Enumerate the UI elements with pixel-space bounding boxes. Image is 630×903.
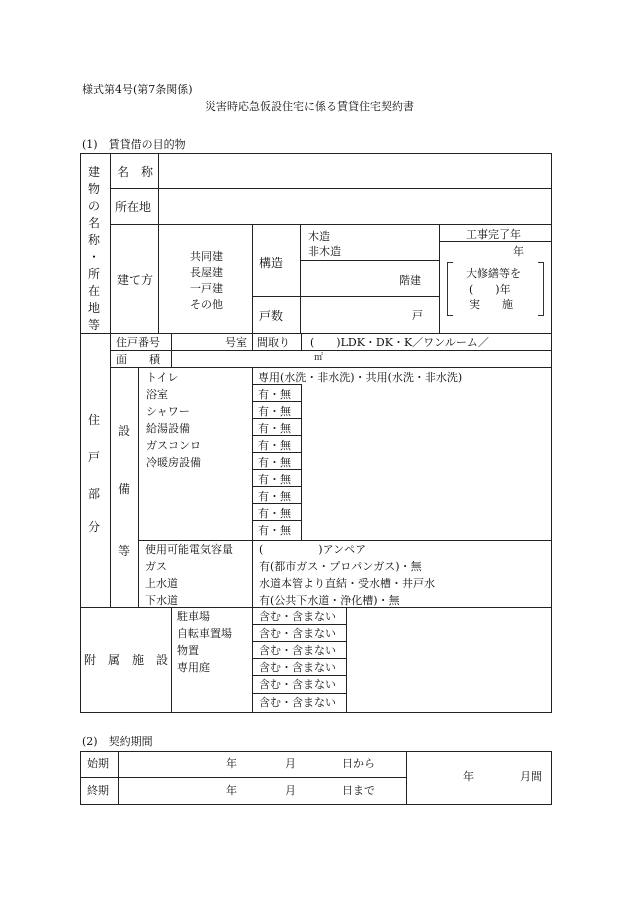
facility-value: 有・無 xyxy=(258,507,291,520)
facility-name: 給湯設備 xyxy=(146,422,190,435)
units-label: 戸数 xyxy=(259,309,284,323)
location-label: 所在地 xyxy=(115,200,152,214)
end-label: 終期 xyxy=(87,784,109,797)
annex-value: 含む・含まない xyxy=(259,661,336,674)
facility-value: 有・無 xyxy=(258,439,291,452)
start-label: 始期 xyxy=(87,757,109,770)
section1-heading: (1) 賃貸借の目的物 xyxy=(82,138,186,151)
layout-label: 間取り xyxy=(257,336,290,349)
utility-value: 有(都市ガス・プロパンガス)・無 xyxy=(259,560,422,573)
annex-value: 含む・含まない xyxy=(259,678,336,691)
structure-option-nonwood: 非木造 xyxy=(308,245,341,258)
annex-name: 駐車場 xyxy=(177,610,210,623)
room-number-label: 住戸番号 xyxy=(116,336,160,349)
end-day: 日まで xyxy=(342,784,375,797)
units-unit: 戸 xyxy=(412,309,423,322)
facility-value: 有・無 xyxy=(258,388,291,401)
area-label: 面 積 xyxy=(116,353,160,366)
duration-year: 年 xyxy=(463,770,474,783)
facility-value: 有・無 xyxy=(258,473,291,486)
structure-option-wood: 木造 xyxy=(308,230,330,243)
facility-name: シャワー xyxy=(146,405,190,418)
name-field[interactable] xyxy=(160,155,548,187)
structure-label: 構造 xyxy=(259,256,284,270)
annex-value: 含む・含まない xyxy=(259,610,336,623)
utility-value: ( )アンペア xyxy=(259,543,367,556)
name-label: 名 称 xyxy=(117,165,154,179)
utility-name: ガス xyxy=(145,560,167,573)
location-field[interactable] xyxy=(160,190,548,222)
facility-value: 有・無 xyxy=(258,490,291,503)
facility-value: 専用(水洗・非水洗)・共用(水洗・非水洗) xyxy=(258,371,463,384)
facility-name: ガスコンロ xyxy=(146,439,201,452)
end-month: 月 xyxy=(285,784,296,797)
document-title: 災害時応急仮設住宅に係る賃貸住宅契約書 xyxy=(205,100,414,113)
facility-name: 冷暖房設備 xyxy=(146,456,201,469)
area-unit: ㎡ xyxy=(314,353,324,363)
utility-name: 上水道 xyxy=(145,577,178,590)
layout-options: ( )LDK・DK・K／ワンルーム／ xyxy=(310,336,489,349)
annex-value: 含む・含まない xyxy=(259,696,336,709)
floors-unit: 階建 xyxy=(399,274,421,287)
start-day: 日から xyxy=(342,757,375,770)
utility-name: 下水道 xyxy=(145,594,178,607)
annex-name: 専用庭 xyxy=(177,661,210,674)
facility-value: 有・無 xyxy=(258,456,291,469)
room-unit: 号室 xyxy=(225,336,247,349)
start-month: 月 xyxy=(285,757,296,770)
utility-value: 有(公共下水道・浄化槽)・無 xyxy=(259,594,400,607)
annex-value: 含む・含まない xyxy=(259,627,336,640)
end-year: 年 xyxy=(226,784,237,797)
completion-year-unit: 年 xyxy=(513,245,524,258)
annex-label: 附 属 施 設 xyxy=(84,653,169,667)
annex-name: 自転車置場 xyxy=(177,627,232,640)
facility-value: 有・無 xyxy=(258,422,291,435)
utility-value: 水道本管より直結・受水槽・井戸水 xyxy=(259,577,435,590)
annex-name: 物置 xyxy=(177,644,199,657)
facility-value: 有・無 xyxy=(258,524,291,537)
annex-value: 含む・含まない xyxy=(259,644,336,657)
utility-name: 使用可能電気容量 xyxy=(145,543,233,556)
section2-heading: (2) 契約期間 xyxy=(82,735,153,748)
construction-type-label: 建て方 xyxy=(117,273,154,287)
form-number: 様式第4号(第7条関係) xyxy=(82,83,193,96)
facility-name: トイレ xyxy=(146,371,179,384)
completion-label: 工事完了年 xyxy=(466,228,521,241)
duration-months: 月間 xyxy=(520,770,542,783)
start-year: 年 xyxy=(226,757,237,770)
facility-value: 有・無 xyxy=(258,405,291,418)
facility-name: 浴室 xyxy=(146,388,168,401)
